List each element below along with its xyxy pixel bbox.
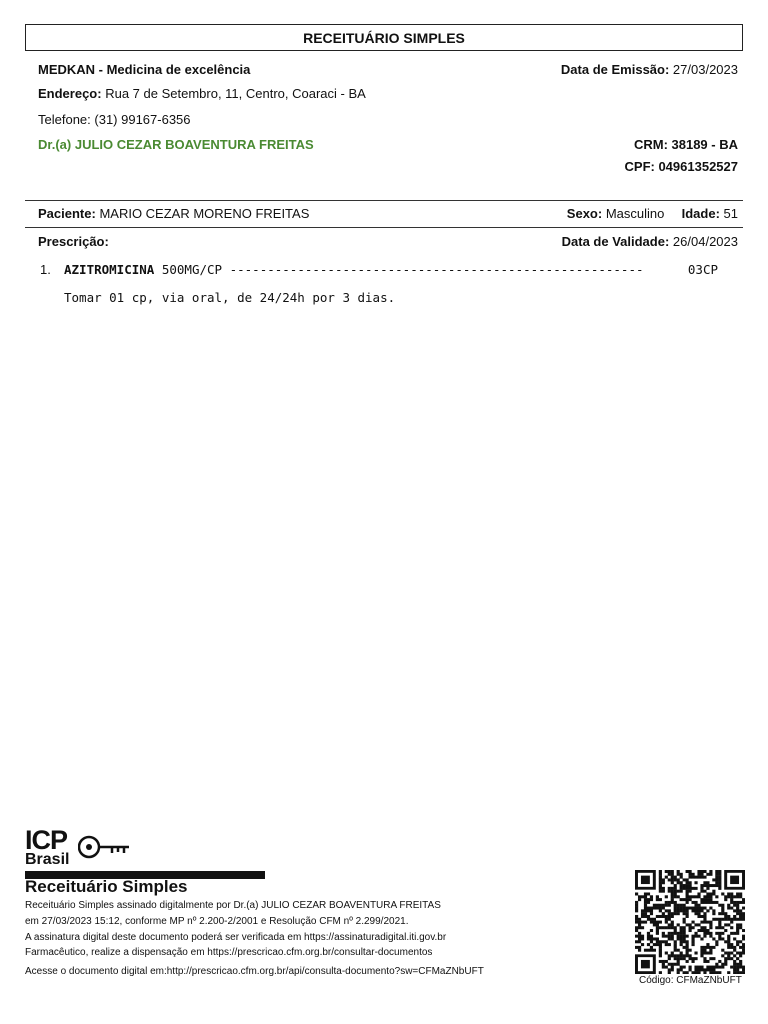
clinic-phone bbox=[38, 112, 191, 127]
address-value: Rua 7 de Setembro, 11, Centro, Coaraci - BA bbox=[105, 86, 366, 101]
footer-line-2: em 27/03/2023 15:12, conforme MP nº 2.200-2/2001 e Resolução CFM nº 2.299/2021. bbox=[25, 916, 409, 927]
validity-date bbox=[562, 234, 738, 249]
key-icon bbox=[78, 832, 132, 864]
footer-line-5: Acesse o documento digital em:http://prescricao.cfm.org.br/api/consulta-documento?sw=CFMaZNbUFT bbox=[25, 966, 484, 977]
phone-value: (31) 99167-6356 bbox=[94, 112, 191, 127]
patient-label: Paciente: bbox=[38, 206, 96, 221]
emission-date bbox=[561, 62, 738, 77]
age-value: 51 bbox=[723, 206, 738, 221]
age-label: Idade: bbox=[681, 206, 720, 221]
patient-demographics bbox=[567, 206, 738, 221]
sex-label: Sexo: bbox=[566, 206, 603, 221]
doctor-crm: CRM: 38189 - BA bbox=[633, 137, 738, 152]
drug-dose: 500MG/CP bbox=[161, 262, 223, 277]
validity-label: Data de Validade: bbox=[561, 234, 670, 249]
prescription-item-line bbox=[64, 262, 644, 277]
drug-instructions: Tomar 01 cp, via oral, de 24/24h por 3 dias. bbox=[64, 290, 396, 305]
clinic-address bbox=[38, 86, 366, 101]
drug-dashes: ------------------------------------------------------- bbox=[229, 262, 644, 277]
validity-value: 26/04/2023 bbox=[672, 234, 738, 249]
patient-name: MARIO CEZAR MORENO FREITAS bbox=[99, 206, 310, 221]
footer-heading: Receituário Simples bbox=[25, 877, 188, 896]
icp-brasil-logo bbox=[25, 825, 70, 868]
doctor-name: Dr.(a) JULIO CEZAR BOAVENTURA FREITAS bbox=[38, 137, 314, 152]
drug-quantity: 03CP bbox=[687, 262, 718, 277]
divider-top bbox=[25, 200, 743, 201]
drug-name: AZITROMICINA bbox=[64, 262, 155, 277]
phone-label: Telefone: bbox=[38, 112, 91, 127]
doctor-cpf: CPF: 04961352527 bbox=[624, 159, 738, 174]
document-title: RECEITUÁRIO SIMPLES bbox=[25, 24, 743, 51]
divider-middle bbox=[25, 227, 743, 228]
prescription-label: Prescrição: bbox=[38, 234, 109, 249]
footer-line-4: Farmacêutico, realize a dispensação em https://prescricao.cfm.org.br/consultar-documentos bbox=[25, 947, 433, 958]
patient-info bbox=[38, 206, 309, 221]
qr-code-icon bbox=[635, 870, 745, 974]
logo-brasil-text: Brasil bbox=[25, 851, 70, 868]
address-label: Endereço: bbox=[38, 86, 102, 101]
footer-line-3: A assinatura digital deste documento poderá ser verificada em https://assinaturadigital.iti.gov.br bbox=[25, 932, 447, 943]
logo-icp-text: ICP bbox=[25, 825, 68, 855]
clinic-name: MEDKAN - Medicina de excelência bbox=[38, 62, 251, 77]
prescription-item-number: 1. bbox=[40, 262, 51, 277]
sex-value: Masculino bbox=[605, 206, 665, 221]
emission-label: Data de Emissão: bbox=[560, 62, 670, 77]
footer-line-1: Receituário Simples assinado digitalmente por Dr.(a) JULIO CEZAR BOAVENTURA FREITAS bbox=[25, 900, 441, 911]
emission-value: 27/03/2023 bbox=[672, 62, 738, 77]
verification-code: Código: CFMaZNbUFT bbox=[639, 975, 742, 986]
